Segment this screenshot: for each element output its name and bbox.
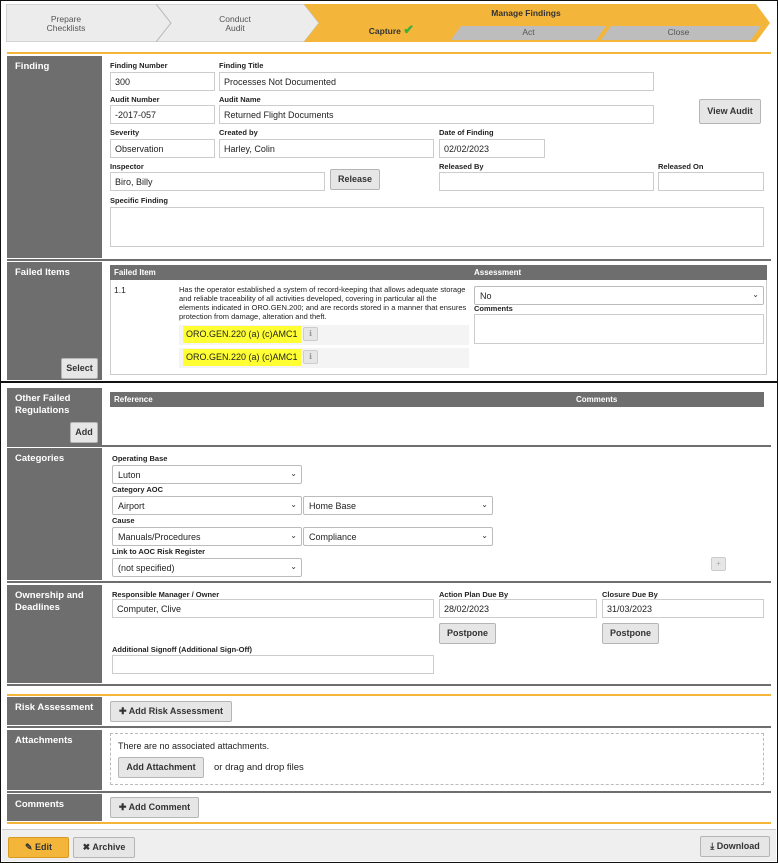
section-other-failed-regulations: Other Failed Regulations [7,388,102,445]
chevron-down-icon: ⌄ [290,469,297,478]
step-prepare-line1: Prepare [50,14,82,24]
released-by-field[interactable] [439,172,654,191]
section-divider [7,581,771,583]
operating-base-select[interactable] [112,465,302,484]
cause-label: Cause [112,516,135,525]
assessment-value: No [480,291,492,301]
cause-sub-select[interactable] [303,527,493,546]
step-prepare-line2: Checklists [46,23,86,33]
category-aoc-sub-value: Home Base [309,501,357,511]
cause-select[interactable] [112,527,302,546]
signoff-label: Additional Signoff (Additional Sign-Off) [112,645,252,654]
specific-finding-label: Specific Finding [110,196,168,205]
add-comment-label: Add Comment [128,802,191,812]
substep-close[interactable]: Close [667,27,690,37]
inspector-label: Inspector [110,162,144,171]
risk-register-select[interactable] [112,558,302,577]
risk-register-value: (not specified) [118,563,175,573]
audit-number-label: Audit Number [110,95,160,104]
section-divider [7,684,771,686]
regulation-tag[interactable]: ORO.GEN.220 (a) (c)AMC1 [183,326,301,343]
failed-items-header [110,265,767,280]
check-icon: ✔ [403,22,415,37]
action-plan-label: Action Plan Due By [439,590,509,599]
chevron-down-icon: ⌄ [481,531,488,540]
download-icon: ⤓ [710,841,715,851]
closure-field[interactable]: 31/03/2023 [602,599,764,618]
archive-label: Archive [92,842,126,852]
info-icon[interactable]: ℹ [303,350,318,364]
add-risk-assessment-button[interactable] [110,701,232,722]
section-divider [7,791,771,793]
audit-name-label: Audit Name [219,95,261,104]
header-divider [7,52,771,54]
chevron-down-icon: ⌄ [290,531,297,540]
action-plan-field[interactable]: 28/02/2023 [439,599,597,618]
section-comments: Comments [7,794,102,821]
inspector-field[interactable]: Biro, Billy [110,172,325,191]
edit-icon: ✎ [24,842,33,852]
cause-value: Manuals/Procedures [118,532,201,542]
frame-divider [0,381,778,383]
closure-label: Closure Due By [602,590,658,599]
audit-name-field[interactable]: Returned Flight Documents [219,105,654,124]
section-risk-assessment: Risk Assessment [7,697,102,725]
chevron-down-icon: ⌄ [290,562,297,571]
category-aoc-label: Category AOC [112,485,163,494]
category-aoc-value: Airport [118,501,145,511]
finding-number-field[interactable]: 300 [110,72,215,91]
edit-label: Edit [35,842,53,852]
category-aoc-sub-select[interactable] [303,496,493,515]
chevron-down-icon: ⌄ [290,500,297,509]
workflow-bar [6,4,770,42]
substep-capture-label: Capture [368,26,401,36]
release-button[interactable]: Release [330,169,380,190]
severity-field[interactable]: Observation [110,139,215,158]
severity-label: Severity [110,128,140,137]
select-button[interactable]: Select [61,358,98,379]
no-attachments-text: There are no associated attachments. [118,741,270,751]
date-field[interactable]: 02/02/2023 [439,139,545,158]
drag-drop-text: or drag and drop files [214,762,304,773]
edit-button[interactable] [8,837,69,858]
archive-button[interactable] [73,837,135,858]
substep-act[interactable]: Act [522,27,535,37]
info-icon[interactable]: ℹ [303,327,318,341]
postpone-closure-button[interactable]: Postpone [602,623,659,644]
col-failed-item: Failed Item [114,268,156,277]
date-label: Date of Finding [439,128,494,137]
section-finding: Finding [7,56,102,258]
section-divider [7,726,771,728]
failed-item-text: Has the operator established a system of record-keeping that allows adequate storage and reliable traceability of all activities developed, covering in particular all the elements indicated in ORO.GEN.200; and are records stored in a manner that ensures protection from damage, alteration and theft. [179,285,467,321]
section-failed-items: Failed Items [7,262,102,380]
add-regulation-button[interactable]: Add [70,422,98,443]
download-button[interactable] [700,836,770,857]
plus-icon: ✚ [118,802,127,812]
add-comment-button[interactable] [110,797,199,818]
postpone-action-button[interactable]: Postpone [439,623,496,644]
accent-divider [7,822,771,824]
regulations-header [110,392,764,407]
created-by-field[interactable]: Harley, Colin [219,139,434,158]
finding-title-label: Finding Title [219,61,264,70]
step-manage-findings[interactable]: Manage Findings [491,8,561,18]
step-conduct-line1: Conduct [219,14,251,24]
comments-label: Comments [474,304,513,313]
add-attachment-button[interactable]: Add Attachment [118,757,204,778]
category-aoc-select[interactable] [112,496,302,515]
operating-base-value: Luton [118,470,141,480]
download-label: Download [716,841,760,851]
step-prepare-checklists[interactable] [42,15,90,33]
finding-title-field[interactable]: Processes Not Documented [219,72,654,91]
col-assessment: Assessment [474,268,522,277]
finding-number-label: Finding Number [110,61,168,70]
section-ownership-deadlines: Ownership and Deadlines [7,585,102,683]
section-divider [7,259,771,261]
step-conduct-audit[interactable] [211,15,259,33]
released-on-field[interactable] [658,172,764,191]
step-conduct-line2: Audit [225,23,245,33]
add-risk-assessment-label: Add Risk Assessment [128,706,223,716]
manager-field[interactable]: Computer, Clive [112,599,434,618]
close-icon: ✖ [82,842,91,852]
view-audit-button[interactable]: View Audit [699,99,761,124]
created-by-label: Created by [219,128,258,137]
plus-icon: ✚ [119,706,127,716]
substep-capture[interactable] [354,22,429,37]
chevron-down-icon: ⌄ [481,500,488,509]
operating-base-label: Operating Base [112,454,168,463]
col-comments: Comments [576,395,618,404]
chevron-down-icon: ⌄ [752,290,759,299]
section-attachments: Attachments [7,730,102,790]
audit-number-field[interactable]: -2017-057 [110,105,215,124]
cause-sub-value: Compliance [309,532,357,542]
col-reference: Reference [114,395,153,404]
signoff-field[interactable] [112,655,434,674]
plus-icon[interactable]: + [711,557,726,571]
assessment-select[interactable] [474,286,764,305]
released-on-label: Released On [658,162,704,171]
assessment-comments-field[interactable] [474,314,764,344]
regulation-tag[interactable]: ORO.GEN.220 (a) (c)AMC1 [183,349,301,366]
accent-divider [7,694,771,696]
section-divider [7,445,771,447]
manager-label: Responsible Manager / Owner [112,590,220,599]
section-categories: Categories [7,448,102,580]
risk-register-label: Link to AOC Risk Register [112,547,206,556]
specific-finding-field[interactable] [110,207,764,247]
failed-item-number: 1.1 [114,285,126,295]
released-by-label: Released By [439,162,484,171]
